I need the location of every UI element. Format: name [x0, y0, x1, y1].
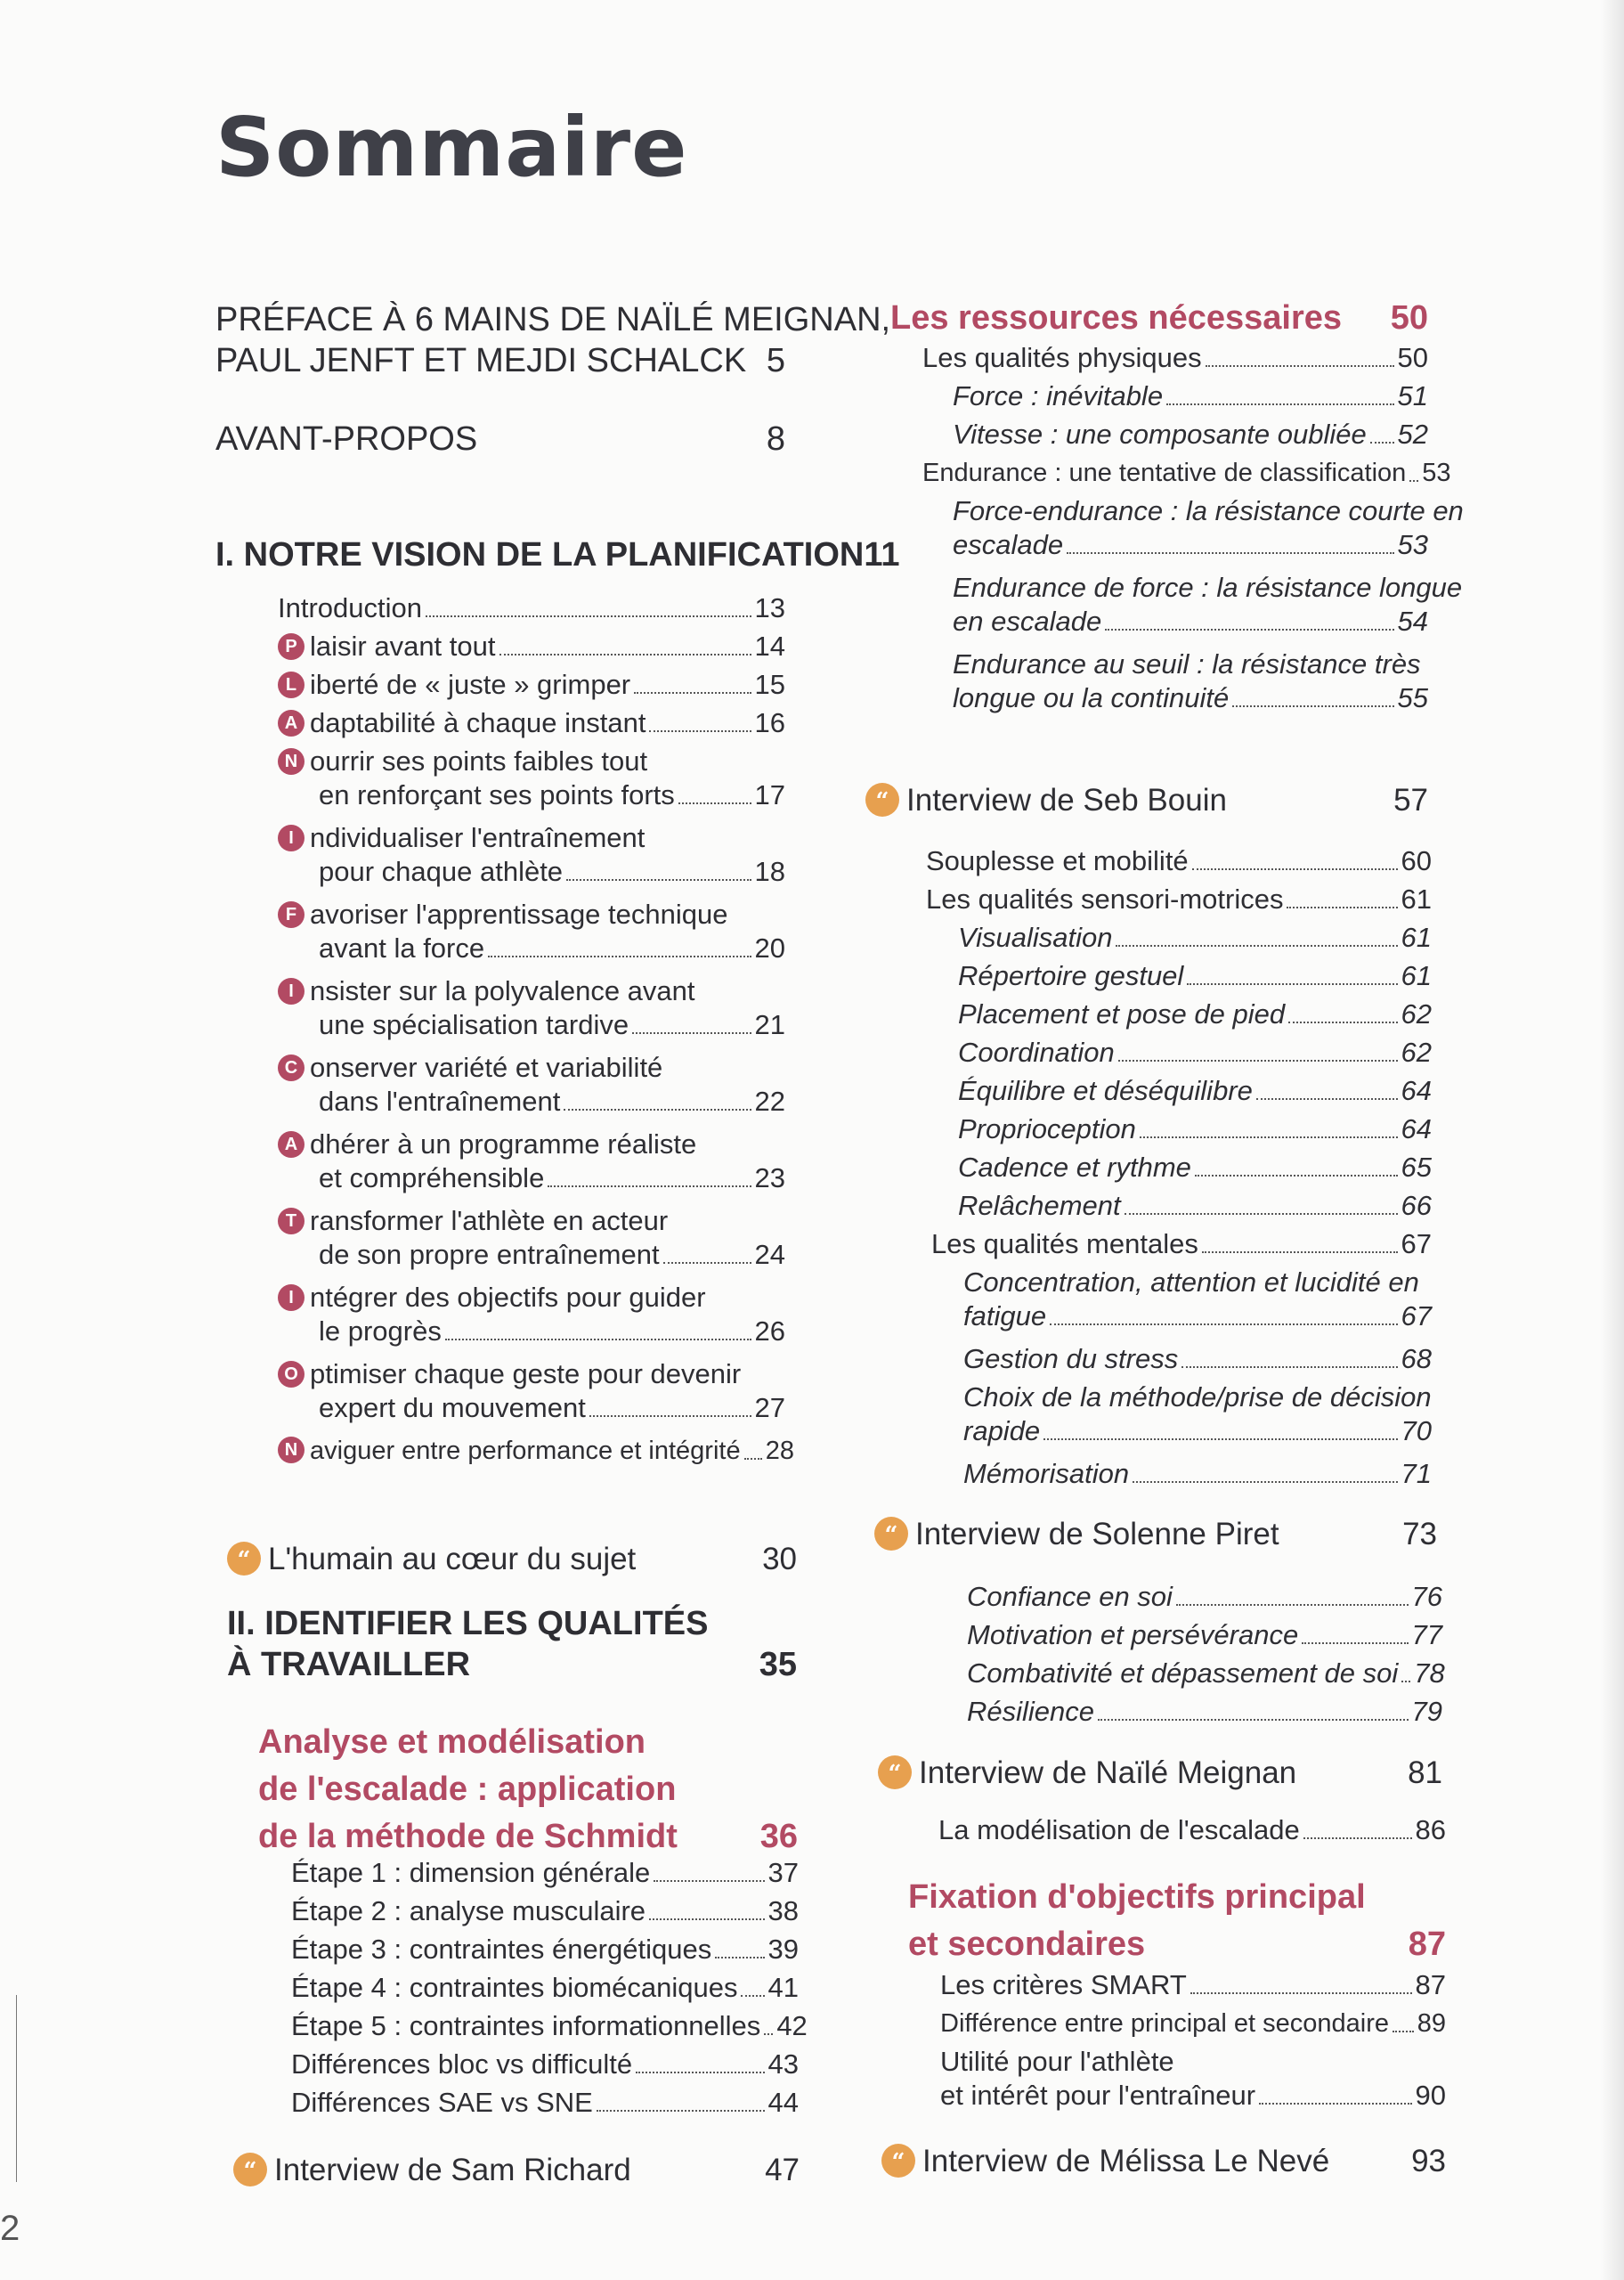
- item-label: ntégrer des objectifs pour guider: [310, 1282, 706, 1313]
- item-label: Les qualités sensori-motrices: [926, 884, 1284, 915]
- toc-coordination[interactable]: [958, 1036, 1432, 1070]
- item-page: 61: [1401, 960, 1432, 991]
- item-label: daptabilité à chaque instant: [310, 707, 646, 738]
- part2-line1: II. IDENTIFIER LES QUALITÉS: [227, 1605, 709, 1642]
- item-label: Choix de la méthode/prise de décision: [963, 1381, 1432, 1413]
- item-label: Motivation et persévérance: [967, 1619, 1299, 1650]
- toc-etape5[interactable]: [291, 2009, 808, 2043]
- item-page: 16: [754, 707, 785, 738]
- item-page: 18: [754, 856, 785, 887]
- letter-badge: O: [278, 1361, 304, 1388]
- intro-page: 13: [754, 592, 785, 623]
- part1-title: I. NOTRE VISION DE LA PLANIFICATION: [215, 536, 865, 574]
- item-label: nsister sur la polyvalence avant: [310, 975, 695, 1006]
- toc-etape4[interactable]: [291, 1971, 799, 2005]
- toc-introduction[interactable]: [278, 591, 785, 625]
- item-label: Concentration, attention et lucidité en: [963, 1266, 1419, 1298]
- item-label-2: de son propre entraînement: [319, 1239, 660, 1270]
- item-page: 14: [754, 631, 785, 662]
- item-page: 24: [754, 1239, 785, 1270]
- item-label: Répertoire gestuel: [958, 960, 1184, 991]
- item-label: aviguer entre performance et intégrité: [310, 1437, 741, 1465]
- letter-badge: P: [278, 633, 304, 660]
- item-page: 37: [767, 1857, 799, 1888]
- item-label: Cadence et rythme: [958, 1152, 1191, 1183]
- item-page: 43: [767, 2048, 799, 2080]
- item-label: Force-endurance : la résistance courte en: [953, 495, 1464, 526]
- item-label: Étape 5 : contraintes informationnelles: [291, 2010, 761, 2041]
- item-page: 86: [1415, 1814, 1446, 1845]
- toc-mentales[interactable]: [931, 1227, 1432, 1261]
- interview-page: 47: [765, 2153, 800, 2187]
- toc-ressources[interactable]: [890, 297, 1428, 338]
- analyse-line2: de l'escalade : application: [258, 1771, 677, 1808]
- ressources-page: 50: [1390, 299, 1428, 337]
- item-label: Utilité pour l'athlète: [940, 2046, 1174, 2077]
- toc-analyse[interactable]: [258, 1719, 798, 1861]
- toc-sae-sne[interactable]: [291, 2086, 799, 2120]
- toc-adaptabilite[interactable]: [278, 706, 785, 740]
- item-page: 67: [1401, 1228, 1432, 1259]
- item-page: 53: [1397, 529, 1428, 560]
- toc-modelisation[interactable]: [938, 1813, 1446, 1847]
- letter-badge: I: [278, 825, 304, 851]
- item-page: 79: [1411, 1696, 1442, 1727]
- item-page: 17: [754, 779, 785, 810]
- item-page: 62: [1401, 1037, 1432, 1068]
- item-page: 89: [1417, 2009, 1446, 2038]
- item-label: Proprioception: [958, 1113, 1136, 1144]
- item-label: Combativité et dépassement de soi: [967, 1657, 1399, 1689]
- item-page: 41: [767, 1972, 799, 2003]
- item-page: 54: [1397, 606, 1428, 637]
- item-page: 42: [776, 2010, 808, 2041]
- toc-preface[interactable]: [215, 299, 891, 381]
- item-label: Placement et pose de pied: [958, 998, 1286, 1030]
- letter-badge: C: [278, 1054, 304, 1081]
- toc-etape1[interactable]: [291, 1856, 799, 1890]
- item-page: 26: [754, 1315, 785, 1347]
- toc-conserver[interactable]: [278, 1051, 785, 1119]
- toc-combativite[interactable]: [967, 1657, 1445, 1690]
- toc-sensori[interactable]: [926, 883, 1432, 916]
- item-label: Différence entre principal et secondaire: [940, 2009, 1390, 2038]
- item-label: Vitesse : une composante oubliée: [953, 419, 1367, 450]
- analyse-page: 36: [759, 1818, 798, 1855]
- quote-icon: “: [233, 2153, 267, 2186]
- item-page: 39: [767, 1934, 799, 1965]
- humain-label: L'humain au cœur du sujet: [268, 1542, 637, 1576]
- item-label: avoriser l'apprentissage technique: [310, 899, 728, 930]
- interview-page: 81: [1408, 1755, 1442, 1790]
- item-label-2: en renforçant ses points forts: [319, 779, 675, 810]
- avant-propos-page: 8: [766, 420, 785, 458]
- item-label: Les qualités mentales: [931, 1228, 1198, 1259]
- toc-cadence[interactable]: [958, 1151, 1432, 1185]
- item-label: Souplesse et mobilité: [926, 845, 1189, 876]
- toc-interview-melissa[interactable]: [881, 2141, 1446, 2182]
- toc-difference[interactable]: [940, 2007, 1446, 2040]
- letter-badge: N: [278, 748, 304, 775]
- toc-confiance[interactable]: [967, 1580, 1442, 1614]
- toc-choix[interactable]: [963, 1380, 1432, 1448]
- item-label: Différences SAE vs SNE: [291, 2087, 593, 2118]
- item-label: Endurance : une tentative de classification: [922, 459, 1407, 487]
- analyse-line3: de la méthode de Schmidt: [258, 1818, 678, 1855]
- toc-endurance-seuil[interactable]: [953, 647, 1428, 715]
- part2-page: 35: [759, 1646, 797, 1683]
- item-label: Coordination: [958, 1037, 1115, 1068]
- quote-icon: “: [881, 2144, 915, 2178]
- item-label: ndividualiser l'entraînement: [310, 822, 646, 853]
- toc-plaisir[interactable]: [278, 630, 785, 664]
- toc-interview-seb[interactable]: [865, 780, 1428, 821]
- toc-utilite[interactable]: [940, 2045, 1446, 2113]
- item-page: 70: [1401, 1415, 1432, 1446]
- toc-repertoire[interactable]: [958, 959, 1432, 993]
- toc-etape3[interactable]: [291, 1933, 799, 1966]
- item-label: Endurance au seuil : la résistance très: [953, 648, 1421, 680]
- item-page: 52: [1397, 419, 1428, 450]
- avant-propos-label: AVANT-PROPOS: [215, 420, 478, 458]
- item-page: 67: [1401, 1300, 1432, 1331]
- toc-stress[interactable]: [963, 1342, 1432, 1376]
- quote-icon: “: [865, 783, 899, 817]
- toc-smart[interactable]: [940, 1968, 1446, 2002]
- item-label: Visualisation: [958, 922, 1113, 953]
- item-label-2: dans l'entraînement: [319, 1086, 561, 1117]
- page-title: Sommaire: [215, 100, 688, 195]
- item-label: ptimiser chaque geste pour devenir: [310, 1358, 742, 1389]
- interview-label: Interview de Mélissa Le Nevé: [922, 2144, 1330, 2178]
- item-page: 55: [1397, 682, 1428, 713]
- item-page: 20: [754, 932, 785, 964]
- toc-optimiser[interactable]: [278, 1357, 785, 1425]
- ressources-title: Les ressources nécessaires: [890, 299, 1343, 337]
- toc-resilience[interactable]: [967, 1695, 1442, 1729]
- item-label: Étape 4 : contraintes biomécaniques: [291, 1972, 738, 2003]
- toc-etape2[interactable]: [291, 1894, 799, 1928]
- toc-qualites-physiques[interactable]: [922, 341, 1428, 375]
- item-label-2: avant la force: [319, 932, 485, 964]
- toc-avant-propos[interactable]: [215, 419, 785, 460]
- item-page: 71: [1401, 1458, 1432, 1489]
- side-divider-line: [16, 1995, 17, 2182]
- item-label: onserver variété et variabilité: [310, 1052, 663, 1083]
- toc-part2[interactable]: [227, 1603, 797, 1685]
- toc-liberte[interactable]: [278, 668, 785, 702]
- item-label: Étape 3 : contraintes énergétiques: [291, 1934, 712, 1965]
- item-label: Force : inévitable: [953, 380, 1164, 411]
- toc-souplesse[interactable]: [926, 844, 1432, 878]
- item-label-2: longue ou la continuité: [953, 682, 1230, 713]
- item-label-2: rapide: [963, 1415, 1041, 1446]
- item-page: 61: [1401, 922, 1432, 953]
- toc-force-endurance[interactable]: [953, 494, 1464, 562]
- item-label: Gestion du stress: [963, 1343, 1179, 1374]
- item-label-2: fatigue: [963, 1300, 1047, 1331]
- toc-force[interactable]: [953, 379, 1428, 413]
- item-label: Endurance de force : la résistance longue: [953, 572, 1463, 603]
- item-page: 22: [754, 1086, 785, 1117]
- quote-icon: “: [874, 1517, 908, 1551]
- leader-dots: [426, 615, 751, 617]
- toc-transformer[interactable]: [278, 1204, 785, 1272]
- item-page: 68: [1401, 1343, 1432, 1374]
- item-label: laisir avant tout: [310, 631, 496, 662]
- item-label: ourrir ses points faibles tout: [310, 745, 648, 777]
- preface-line2: PAUL JENFT ET MEJDI SCHALCK: [215, 342, 747, 379]
- toc-insister[interactable]: [278, 974, 785, 1042]
- item-label: Étape 2 : analyse musculaire: [291, 1895, 646, 1926]
- page-edge-shadow: [1601, 0, 1624, 2280]
- letter-badge: A: [278, 1131, 304, 1158]
- item-label: Équilibre et déséquilibre: [958, 1075, 1253, 1106]
- item-page: 28: [765, 1437, 794, 1465]
- toc-proprioception[interactable]: [958, 1112, 1432, 1146]
- item-page: 60: [1401, 845, 1432, 876]
- item-label: Les critères SMART: [940, 1969, 1187, 2000]
- humain-page: 30: [762, 1542, 797, 1576]
- interview-page: 73: [1402, 1517, 1437, 1551]
- item-label-2: en escalade: [953, 606, 1102, 637]
- quote-icon: “: [227, 1542, 261, 1576]
- quote-icon: “: [878, 1755, 912, 1789]
- item-page: 15: [754, 669, 785, 700]
- interview-page: 57: [1393, 783, 1428, 818]
- interview-label: Interview de Sam Richard: [274, 2153, 631, 2187]
- item-page: 64: [1401, 1075, 1432, 1106]
- toc-part1[interactable]: [215, 534, 900, 575]
- item-page: 51: [1397, 380, 1428, 411]
- part1-page: 11: [864, 536, 900, 574]
- toc-nourrir[interactable]: [278, 745, 785, 812]
- interview-label: Interview de Solenne Piret: [915, 1517, 1279, 1551]
- item-page: 66: [1401, 1190, 1432, 1221]
- preface-line1: PRÉFACE À 6 MAINS DE NAÏLÉ MEIGNAN,: [215, 301, 891, 338]
- letter-badge: A: [278, 710, 304, 737]
- preface-page: 5: [766, 342, 785, 379]
- fixation-line1: Fixation d'objectifs principal: [908, 1878, 1366, 1916]
- fixation-line2: et secondaires: [908, 1926, 1146, 1963]
- analyse-line1: Analyse et modélisation: [258, 1723, 646, 1761]
- part2-line2: À TRAVAILLER: [227, 1646, 471, 1683]
- item-page: 77: [1411, 1619, 1442, 1650]
- item-label: Résilience: [967, 1696, 1095, 1727]
- toc-equilibre[interactable]: [958, 1074, 1432, 1108]
- intro-label: Introduction: [278, 592, 422, 623]
- toc-individualiser[interactable]: [278, 821, 785, 889]
- interview-label: Interview de Seb Bouin: [906, 783, 1227, 818]
- toc-integrer[interactable]: [278, 1281, 785, 1348]
- item-label: Étape 1 : dimension générale: [291, 1857, 651, 1888]
- item-page: 65: [1401, 1152, 1432, 1183]
- toc-visualisation[interactable]: [958, 921, 1432, 955]
- page-number: 2: [0, 2209, 20, 2248]
- item-page: 90: [1415, 2080, 1446, 2111]
- toc-concentration[interactable]: [963, 1266, 1432, 1333]
- toc-adherer[interactable]: [278, 1128, 785, 1195]
- item-page: 21: [754, 1009, 785, 1040]
- item-label-2: une spécialisation tardive: [319, 1009, 629, 1040]
- item-page: 61: [1401, 884, 1432, 915]
- item-page: 87: [1415, 1969, 1446, 2000]
- item-page: 78: [1414, 1657, 1445, 1689]
- toc-endurance-force[interactable]: [953, 571, 1463, 639]
- item-label-2: pour chaque athlète: [319, 856, 564, 887]
- item-page: 50: [1397, 342, 1428, 373]
- toc-interview-naile[interactable]: [878, 1753, 1442, 1794]
- item-label: La modélisation de l'escalade: [938, 1814, 1300, 1845]
- toc-vitesse[interactable]: [953, 418, 1428, 452]
- interview-page: 93: [1411, 2144, 1446, 2178]
- item-label: Différences bloc vs difficulté: [291, 2048, 633, 2080]
- toc-memorisation[interactable]: [963, 1457, 1432, 1491]
- toc-humain[interactable]: [227, 1539, 797, 1580]
- toc-interview-solenne[interactable]: [874, 1514, 1437, 1555]
- toc-endurance[interactable]: [922, 456, 1451, 490]
- item-page: 62: [1401, 998, 1432, 1030]
- item-label: dhérer à un programme réaliste: [310, 1128, 697, 1160]
- item-page: 64: [1401, 1113, 1432, 1144]
- toc-placement[interactable]: [958, 998, 1432, 1031]
- item-label: Les qualités physiques: [922, 342, 1202, 373]
- item-label-2: et intérêt pour l'entraîneur: [940, 2080, 1256, 2111]
- interview-label: Interview de Naïlé Meignan: [919, 1755, 1297, 1790]
- item-label: ransformer l'athlète en acteur: [310, 1205, 669, 1236]
- toc-relachement[interactable]: [958, 1189, 1432, 1223]
- item-label-2: escalade: [953, 529, 1064, 560]
- toc-fixation[interactable]: [908, 1874, 1446, 1968]
- item-label: Relâchement: [958, 1190, 1121, 1221]
- toc-motivation[interactable]: [967, 1618, 1442, 1652]
- fixation-page: 87: [1408, 1926, 1446, 1963]
- item-page: 44: [767, 2087, 799, 2118]
- toc-bloc-difficulte[interactable]: [291, 2048, 799, 2081]
- item-label: Confiance en soi: [967, 1581, 1173, 1612]
- letter-badge: I: [278, 978, 304, 1005]
- letter-badge: T: [278, 1208, 304, 1234]
- item-label-2: le progrès: [319, 1315, 442, 1347]
- letter-badge: I: [278, 1284, 304, 1311]
- item-page: 76: [1411, 1581, 1442, 1612]
- toc-favoriser[interactable]: [278, 898, 785, 965]
- letter-badge: F: [278, 901, 304, 928]
- item-page: 23: [754, 1162, 785, 1193]
- item-label: iberté de « juste » grimper: [310, 669, 631, 700]
- letter-badge: L: [278, 672, 304, 698]
- item-page: 53: [1422, 459, 1451, 487]
- item-label: Mémorisation: [963, 1458, 1130, 1489]
- item-label-2: et compréhensible: [319, 1162, 545, 1193]
- item-page: 27: [754, 1392, 785, 1423]
- item-page: 38: [767, 1895, 799, 1926]
- letter-badge: N: [278, 1437, 304, 1463]
- item-label-2: expert du mouvement: [319, 1392, 586, 1423]
- toc-naviguer[interactable]: [278, 1434, 794, 1468]
- toc-interview-sam[interactable]: [233, 2150, 800, 2191]
